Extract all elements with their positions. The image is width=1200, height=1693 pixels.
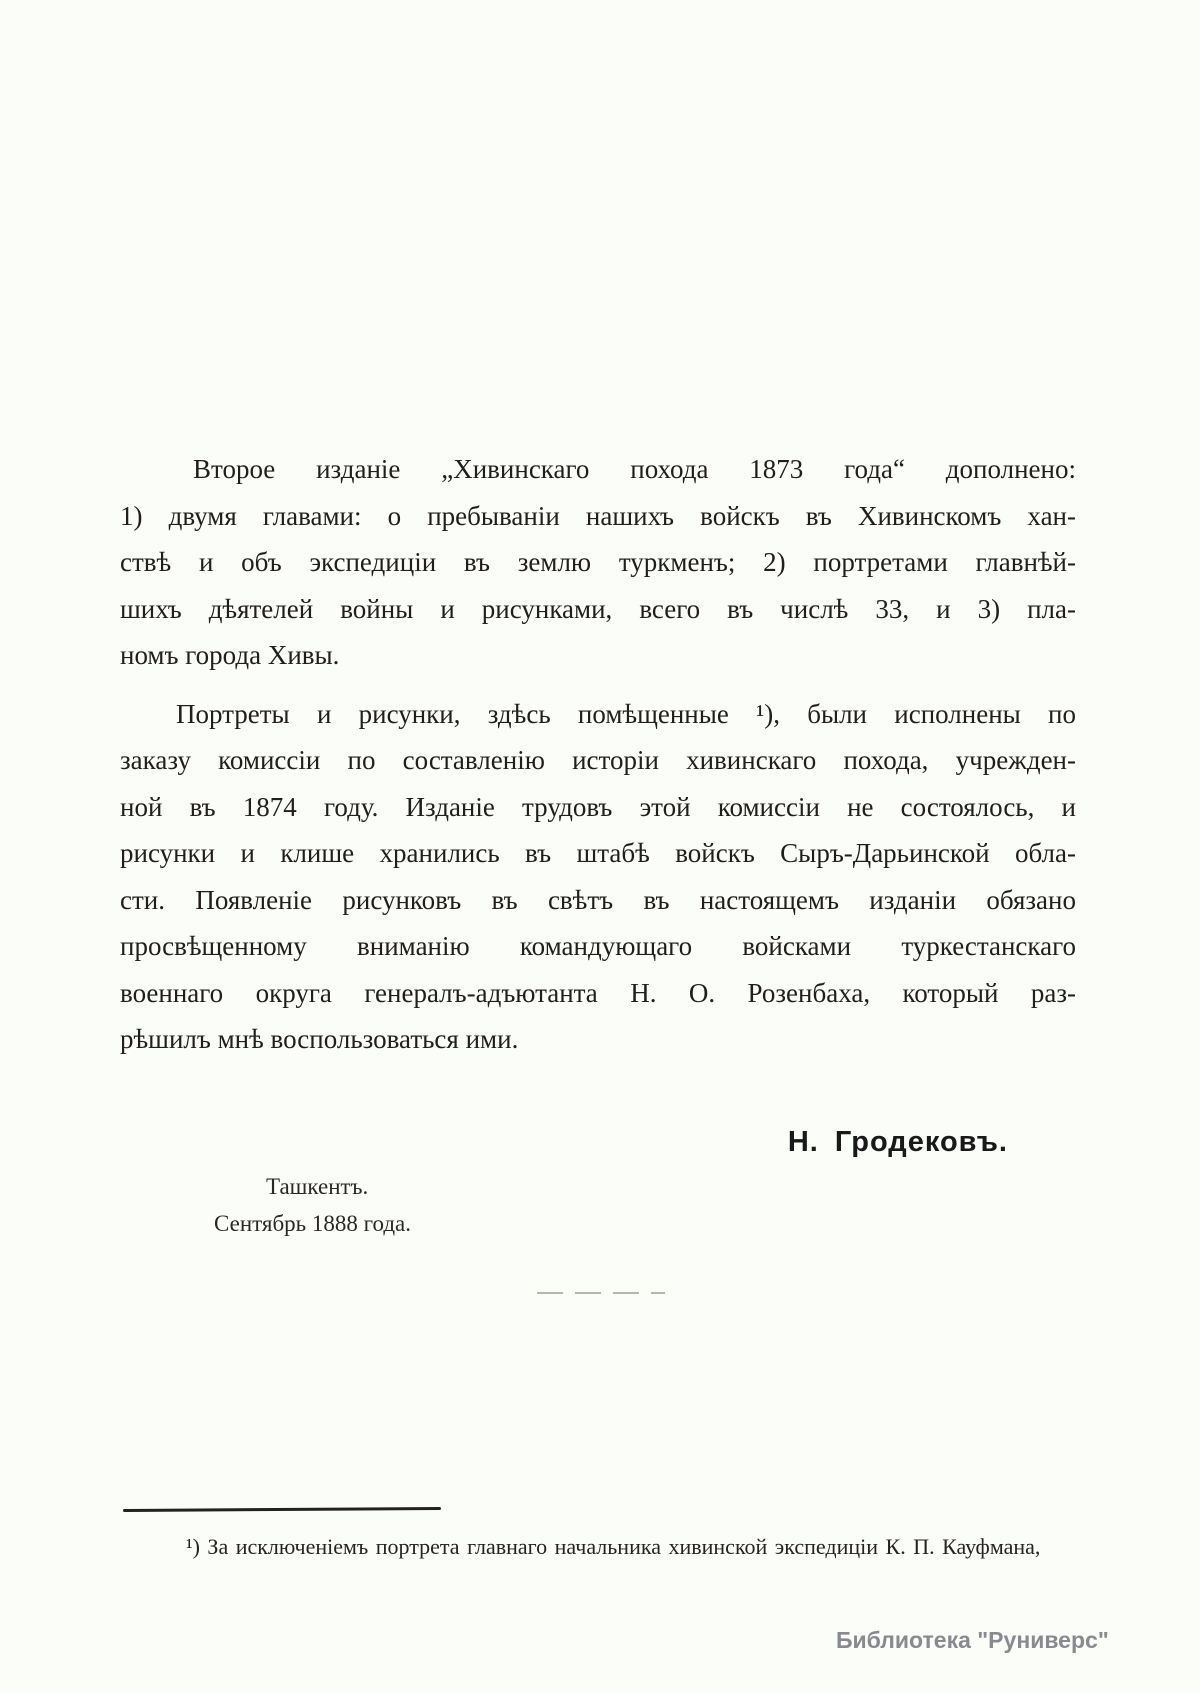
text-line: просвѣщенному вниманію командующаго войсками туркестанскаго	[120, 931, 1076, 961]
text-line: 1) двумя главами: о пребываніи нашихъ войскъ въ Хивинскомъ хан-	[120, 500, 1076, 531]
text-line: Портреты и рисунки, здѣсь помѣщенные ¹), были исполнены по	[176, 698, 1076, 729]
library-watermark: Библиотека "Руниверс"	[836, 1627, 1109, 1653]
author-signature: Н. Гродековъ.	[787, 1126, 1008, 1158]
footnote-rule	[123, 1507, 441, 1512]
text-line: рисунки и клише хранились въ штабѣ войскъ Сыръ-Дарьинской обла-	[120, 838, 1076, 868]
paragraph-2	[120, 691, 1076, 1063]
text-line: военнаго округа генералъ-адъютанта Н. О. Розенбаха, который раз-	[120, 977, 1076, 1008]
text-line: ствѣ и объ экспедиціи въ землю туркменъ; 2) портретами главнѣй-	[120, 547, 1076, 577]
text-line: сти. Появленіе рисунковъ въ свѣтъ въ настоящемъ изданіи обязано	[120, 884, 1076, 915]
text-line: ной въ 1874 году. Изданіе трудовъ этой комиссіи не состоялось, и	[120, 791, 1076, 822]
text-line: рѣшилъ мнѣ воспользоваться ими.	[120, 1024, 519, 1054]
dateline-place: Ташкентъ.	[266, 1174, 369, 1199]
paragraph-1	[120, 446, 1076, 679]
preface-text	[120, 446, 1076, 1063]
text-line: Второе изданіе „Хивинскаго похода 1873 года“ дополнено:	[193, 454, 1076, 484]
text-line: шихъ дѣятелей войны и рисунками, всего въ числѣ 33, и 3) пла-	[120, 593, 1076, 624]
dateline-date: Сентябрь 1888 года.	[214, 1211, 412, 1236]
text-line: номъ города Хивы.	[120, 640, 340, 670]
text-line: заказу комиссіи по составленію исторіи хивинскаго похода, учрежден-	[120, 745, 1076, 775]
section-separator-dashes	[537, 1292, 665, 1294]
footnote-text: ¹) За исключеніемъ портрета главнаго начальника хивинской экспедиціи К. П. Кауфмана,	[186, 1534, 1041, 1559]
